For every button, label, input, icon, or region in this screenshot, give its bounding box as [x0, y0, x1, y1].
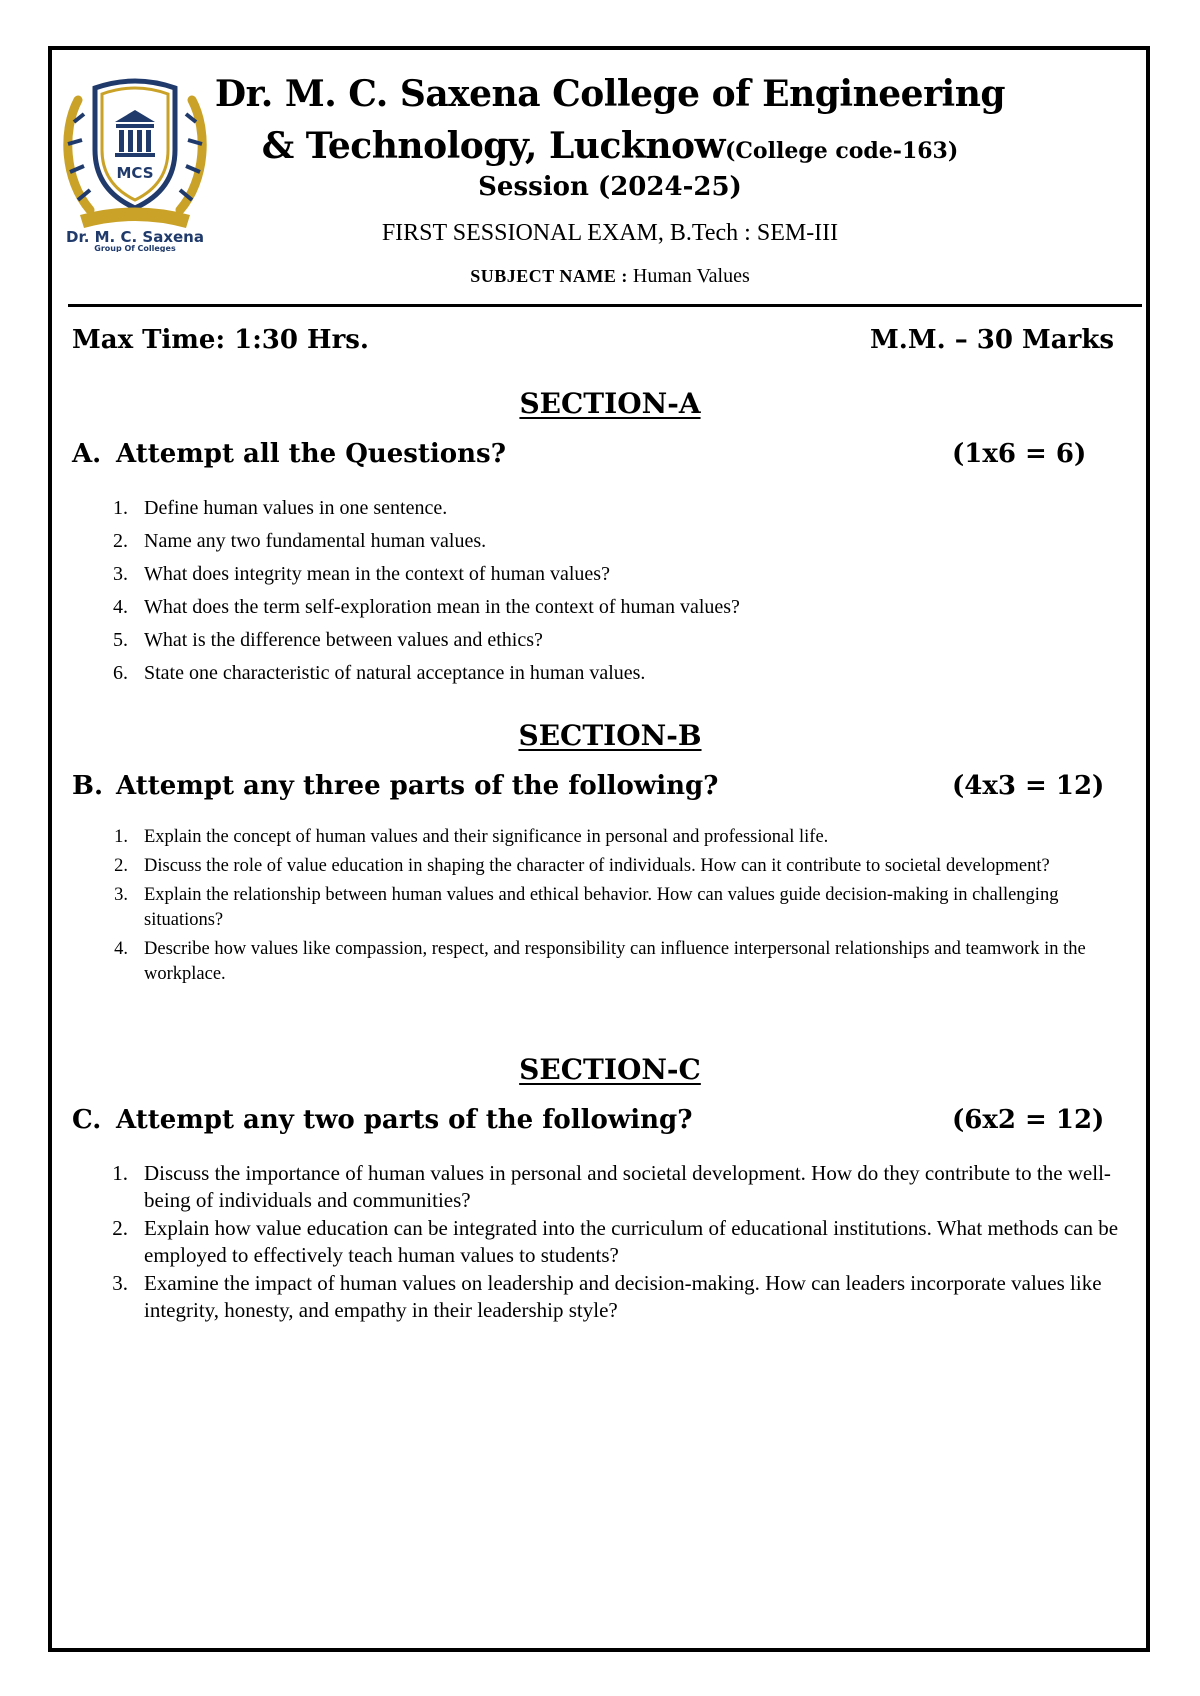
header-divider — [68, 304, 1142, 307]
section-c-letter: C. — [72, 1105, 102, 1135]
question-text: Explain how value education can be integrated into the curriculum of educational institutions. What methods can be employed to effectively teach human values to students? — [144, 1216, 1119, 1267]
question-number: 4. — [113, 596, 128, 618]
question-number: 4. — [114, 939, 128, 959]
question-item — [102, 825, 1142, 850]
section-c-heading — [72, 1100, 1112, 1140]
college-code: (College code-163) — [725, 138, 959, 164]
question-text: State one characteristic of natural acceptance in human values. — [144, 662, 646, 684]
logo-tagline: Group Of Colleges — [94, 244, 176, 252]
section-a-questions — [102, 492, 1102, 690]
college-name-line2-text: & Technology, Lucknow — [261, 125, 726, 167]
question-text: What does the term self-exploration mean in the context of human values? — [144, 596, 740, 618]
question-text: What does integrity mean in the context of human values? — [144, 563, 610, 585]
question-item — [102, 492, 1102, 525]
question-item — [102, 624, 1102, 657]
section-c-title: SECTION-C — [519, 1053, 701, 1086]
section-a-heading — [72, 434, 1112, 474]
subject-name: Human Values — [632, 265, 750, 287]
section-a-letter: A. — [72, 439, 102, 469]
section-b-heading — [72, 766, 1112, 806]
section-b-marks: (4x3 = 12) — [952, 771, 1105, 801]
section-a-title: SECTION-A — [519, 387, 701, 420]
subject-label: SUBJECT NAME : — [470, 266, 628, 286]
question-number: 3. — [113, 563, 128, 585]
question-text: What is the difference between values and ethics? — [144, 629, 543, 651]
section-a-marks: (1x6 = 6) — [952, 439, 1087, 469]
question-item — [102, 591, 1102, 624]
question-item — [102, 1215, 1132, 1269]
question-number: 3. — [112, 1271, 128, 1295]
question-number: 1. — [112, 1161, 128, 1185]
question-number: 6. — [113, 662, 128, 684]
max-time: Max Time: 1:30 Hrs. — [72, 325, 369, 355]
question-item — [102, 854, 1142, 879]
logo-emblem-text: MCS — [116, 164, 154, 182]
section-c-questions — [102, 1160, 1132, 1325]
section-b-instruction: Attempt any three parts of the following? — [116, 771, 719, 801]
logo-name: Dr. M. C. Saxena — [66, 228, 204, 246]
question-item — [102, 657, 1102, 690]
subject-line — [180, 262, 1040, 290]
question-number: 1. — [114, 827, 128, 847]
question-item — [102, 525, 1102, 558]
question-text: Examine the impact of human values on leadership and decision-making. How can leaders incorporate values like integrity, honesty, and empathy in their leadership style? — [144, 1271, 1102, 1322]
question-number: 5. — [113, 629, 128, 651]
section-b-questions — [102, 825, 1142, 991]
section-c-instruction: Attempt any two parts of the following? — [116, 1105, 693, 1135]
max-marks: M.M. – 30 Marks — [870, 325, 1114, 355]
question-item — [102, 1270, 1132, 1324]
question-text: Describe how values like compassion, respect, and responsibility can influence interpersonal relationships and teamwork in the workplace. — [144, 939, 1086, 984]
college-name-line1: Dr. M. C. Saxena College of Engineering — [214, 73, 1006, 115]
section-c-marks: (6x2 = 12) — [952, 1105, 1105, 1135]
question-item — [102, 937, 1142, 987]
question-number: 1. — [113, 497, 128, 519]
question-item — [102, 883, 1142, 933]
question-text: Explain the concept of human values and their significance in personal and professional life. — [144, 827, 829, 847]
exam-title: FIRST SESSIONAL EXAM, B.Tech : SEM-III — [381, 220, 839, 246]
section-a-instruction: Attempt all the Questions? — [116, 439, 506, 469]
question-number: 2. — [112, 1216, 128, 1240]
session: Session (2024-25) — [478, 172, 742, 202]
question-number: 2. — [114, 856, 128, 876]
question-item — [102, 558, 1102, 591]
question-text: Discuss the importance of human values in personal and societal development. How do they contribute to the well-being of individuals and communities? — [144, 1161, 1111, 1212]
question-text: Explain the relationship between human values and ethical behavior. How can values guide decision-making in challenging situations? — [144, 885, 1059, 930]
question-text: Define human values in one sentence. — [144, 497, 448, 519]
question-number: 2. — [113, 530, 128, 552]
section-b-title: SECTION-B — [518, 719, 702, 752]
question-number: 3. — [114, 885, 128, 905]
question-text: Name any two fundamental human values. — [144, 530, 487, 552]
question-text: Discuss the role of value education in shaping the character of individuals. How can it contribute to societal development? — [144, 856, 1050, 876]
question-item — [102, 1160, 1132, 1214]
section-b-letter: B. — [72, 771, 104, 801]
